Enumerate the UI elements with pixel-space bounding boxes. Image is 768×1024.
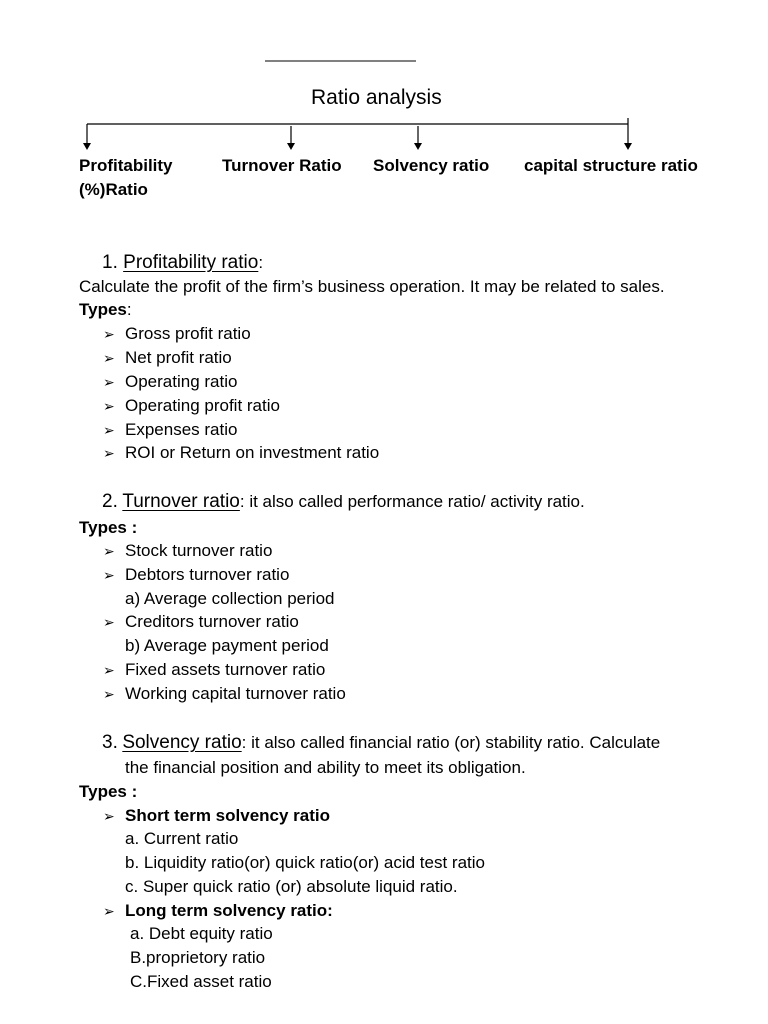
section2-description: : it also called performance ratio/ activity ratio. [239,492,585,511]
arrow-bullet-icon: ➢ [103,567,115,583]
list-item-text: Gross profit ratio [125,324,251,343]
section2-heading [102,491,585,513]
arrow-bullet-icon: ➢ [103,445,115,461]
section3-description-line2: the financial position and ability to meet its obligation. [125,758,526,777]
sub-list-item: a. Current ratio [125,829,239,848]
list-item-text: ROI or Return on investment ratio [125,443,380,462]
long-term-heading: Long term solvency ratio: [125,901,333,920]
arrow-bullet-icon: ➢ [103,543,115,559]
arrowhead-profitability [83,143,91,150]
section2-types-label: Types : [79,518,138,537]
arrow-bullet-icon: ➢ [103,614,115,630]
arrowhead-turnover [287,143,295,150]
list-item-long-term [103,901,333,921]
branch-label-profitability-line2: (%)Ratio [79,180,148,199]
list-item-text: Fixed assets turnover ratio [125,660,326,679]
section1-title: Profitability ratio [123,252,259,273]
list-item [103,324,251,344]
list-item [103,348,232,368]
list-item-short-term [103,806,330,826]
section2-title: Turnover ratio [122,491,240,512]
list-item [103,420,237,440]
list-item [103,396,280,416]
arrow-bullet-icon: ➢ [103,422,115,438]
arrow-bullet-icon: ➢ [103,398,115,414]
list-item [103,612,299,632]
branch-label-capital: capital structure ratio [524,156,698,175]
arrow-bullet-icon: ➢ [103,374,115,390]
list-item [103,684,346,704]
arrow-bullet-icon: ➢ [103,350,115,366]
sub-list-item: a) Average collection period [125,589,335,608]
section3-types-label: Types : [79,782,138,801]
list-item-text: Operating ratio [125,372,238,391]
list-item-text: Expenses ratio [125,420,238,439]
section1-types-colon: : [126,300,132,319]
list-item [103,660,325,680]
list-item-text: Debtors turnover ratio [125,565,290,584]
branch-label-solvency: Solvency ratio [373,156,490,175]
arrow-bullet-icon: ➢ [103,903,115,919]
section3-description-line1: : it also called financial ratio (or) stability ratio. Calculate [241,733,661,752]
list-item-text: Net profit ratio [125,348,232,367]
branch-label-turnover: Turnover Ratio [222,156,342,175]
arrow-bullet-icon: ➢ [103,808,115,824]
section1-heading [102,252,263,274]
arrowhead-solvency [414,143,422,150]
arrowhead-capital [624,143,632,150]
arrow-bullet-icon: ➢ [103,662,115,678]
section2-number: 2. [102,491,118,512]
page-title: Ratio analysis [311,86,442,109]
sub-list-item: C.Fixed asset ratio [130,972,272,991]
section3-title: Solvency ratio [122,732,242,753]
sub-list-item: B.proprietory ratio [130,948,266,967]
list-item [103,541,272,561]
list-item-text: Working capital turnover ratio [125,684,346,703]
arrow-bullet-icon: ➢ [103,326,115,342]
short-term-heading: Short term solvency ratio [125,806,331,825]
sub-list-item: c. Super quick ratio (or) absolute liquid ratio. [125,877,458,896]
sub-list-item: b. Liquidity ratio(or) quick ratio(or) acid test ratio [125,853,485,872]
branch-label-profitability-line1: Profitability [79,156,173,175]
section1-description: Calculate the profit of the firm’s business operation. It may be related to sales. [79,277,665,296]
list-item-text: Operating profit ratio [125,396,280,415]
section3-number: 3. [102,732,118,753]
list-item [103,565,289,585]
sub-list-item: b) Average payment period [125,636,329,655]
list-item-text: Creditors turnover ratio [125,612,299,631]
list-item [103,443,379,463]
arrow-bullet-icon: ➢ [103,686,115,702]
section1-types-word: Types [79,300,127,319]
branch-label-profitability [79,156,173,200]
section1-types-label [79,300,132,320]
sub-list-item: a. Debt equity ratio [130,924,273,943]
section1-number: 1. [102,252,118,273]
section3-heading [102,732,660,754]
list-item-text: Stock turnover ratio [125,541,273,560]
list-item [103,372,237,392]
section1-colon: : [258,253,264,272]
